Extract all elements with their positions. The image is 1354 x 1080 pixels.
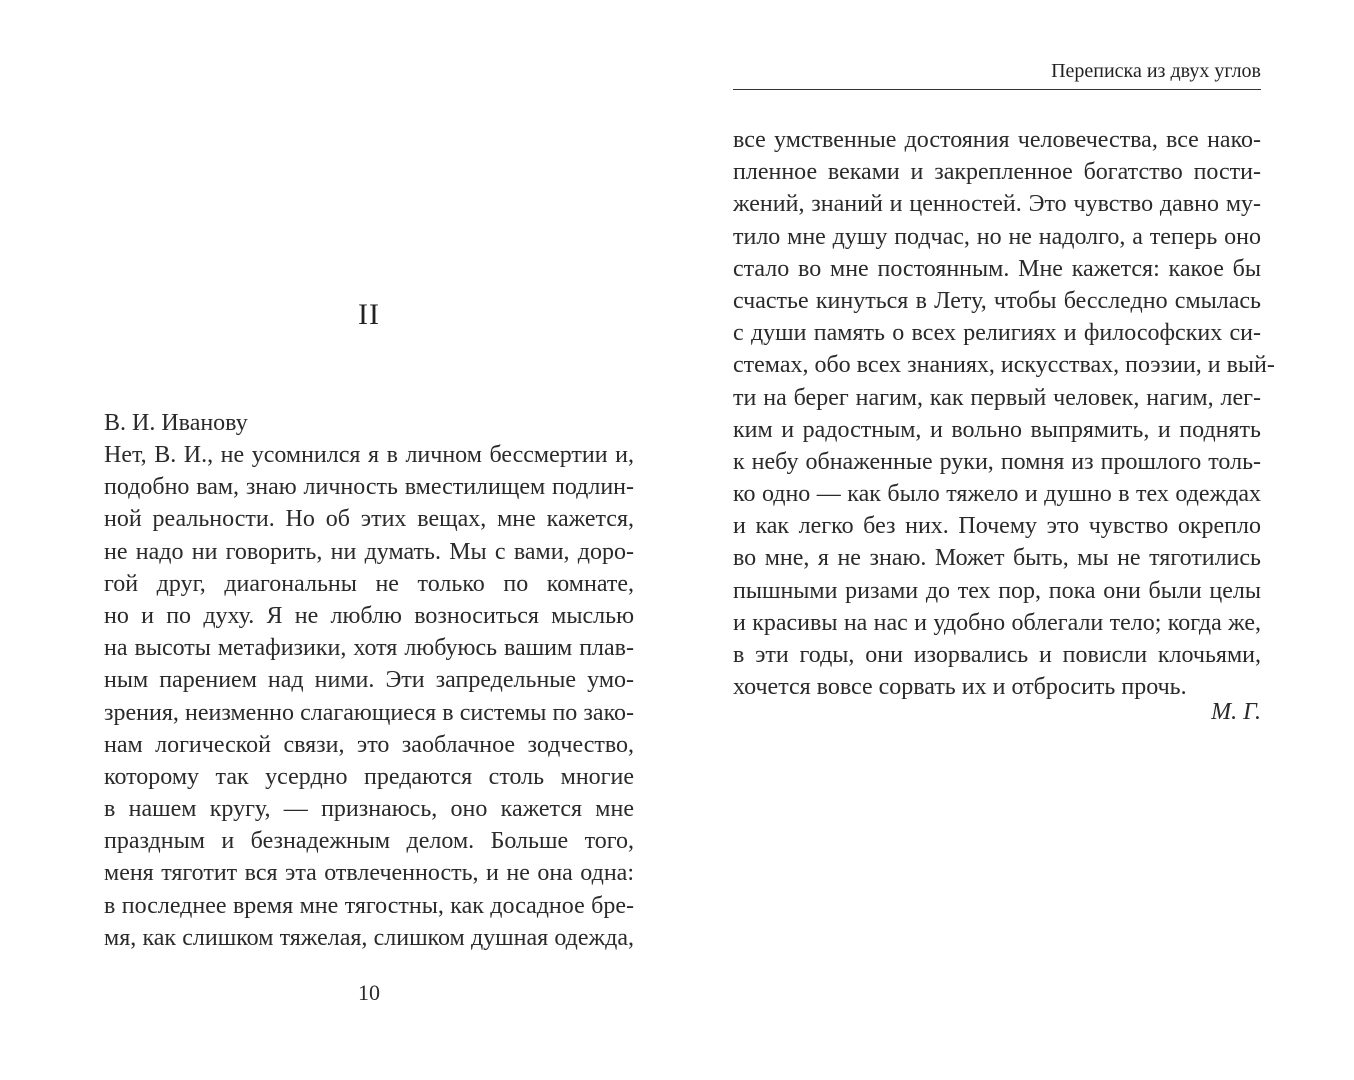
text-line: на высоты метафизики, хотя любуюсь вашим плав-	[104, 635, 634, 662]
text-line: и красивы на нас и удобно облегали тело; когда же,	[733, 609, 1261, 636]
text-line: ким и радостным, и вольно выпрямить, и поднять	[733, 416, 1261, 443]
text-line: ко одно — как было тяжело и душно в тех одеждах	[733, 481, 1261, 508]
text-line: и как легко без них. Почему это чувство окрепло	[733, 513, 1261, 540]
text-line: меня тяготит вся эта отвлеченность, и не она одна:	[104, 860, 634, 887]
text-line: жений, знаний и ценностей. Это чувство давно му-	[733, 191, 1261, 218]
text-line: стемах, обо всех знаниях, искусствах, поэзии, и вый-	[733, 352, 1275, 379]
text-line: подобно вам, знаю личность вместилищем подлин-	[104, 474, 634, 501]
text-line: стало во мне постоянным. Мне кажется: какое бы	[733, 255, 1261, 282]
text-line: праздным и безнадежным делом. Больше того,	[104, 828, 634, 855]
text-line: зрения, неизменно слагающиеся в системы по зако-	[104, 699, 634, 726]
text-line: в последнее время мне тягостны, как досадное бре-	[104, 892, 634, 919]
text-line: но и по духу. Я не люблю возноситься мыслью	[104, 602, 634, 629]
chapter-numeral: II	[358, 298, 380, 331]
text-line: ным парением над ними. Эти запредельные умо-	[104, 667, 634, 694]
text-line: пышными ризами до тех пор, пока они были целы	[733, 577, 1261, 604]
running-head: Переписка из двух углов	[733, 60, 1261, 90]
text-line: пленное веками и закрепленное богатство пости-	[733, 159, 1261, 186]
text-line: не надо ни говорить, ни думать. Мы с вами, доро-	[104, 538, 634, 565]
text-line: мя, как слишком тяжелая, слишком душная одежда,	[104, 924, 634, 951]
text-line: тило мне душу подчас, но не надолго, а теперь оно	[733, 223, 1261, 250]
text-line: гой друг, диагональны не только по комнате,	[104, 570, 634, 597]
text-line: нам логической связи, это заоблачное зодчество,	[104, 731, 634, 758]
text-line: к небу обнаженные руки, помня из прошлого толь-	[733, 448, 1261, 475]
text-line: которому так усердно предаются столь многие	[104, 763, 634, 790]
letter-body-left	[104, 439, 634, 954]
right-page	[677, 0, 1354, 1080]
page-number: 10	[358, 980, 380, 1005]
text-line: во мне, я не знаю. Может быть, мы не тяготились	[733, 545, 1261, 572]
text-line: счастье кинуться в Лету, чтобы бесследно смылась	[733, 287, 1261, 314]
text-line: в эти годы, они изорвались и повисли клочьями,	[733, 642, 1261, 668]
text-line: Нет, В. И., не усомнился я в личном бессмертии и,	[104, 442, 634, 468]
letter-body-right	[733, 124, 1275, 703]
text-line: в нашем кругу, — признаюсь, оно кажется мне	[104, 796, 634, 823]
text-line: ти на берег нагим, как первый человек, нагим, лег-	[733, 384, 1261, 411]
text-line: ной реальности. Но об этих вещах, мне кажется,	[104, 506, 634, 533]
signature: М. Г.	[1211, 699, 1261, 725]
text-line: все умственные достояния человечества, все нако-	[733, 127, 1261, 153]
letter-addressee: В. И. Иванову	[104, 410, 248, 436]
text-line: хочется вовсе сорвать их и отбросить прочь.	[733, 674, 1187, 701]
text-line: с души память о всех религиях и философских си-	[733, 320, 1261, 347]
